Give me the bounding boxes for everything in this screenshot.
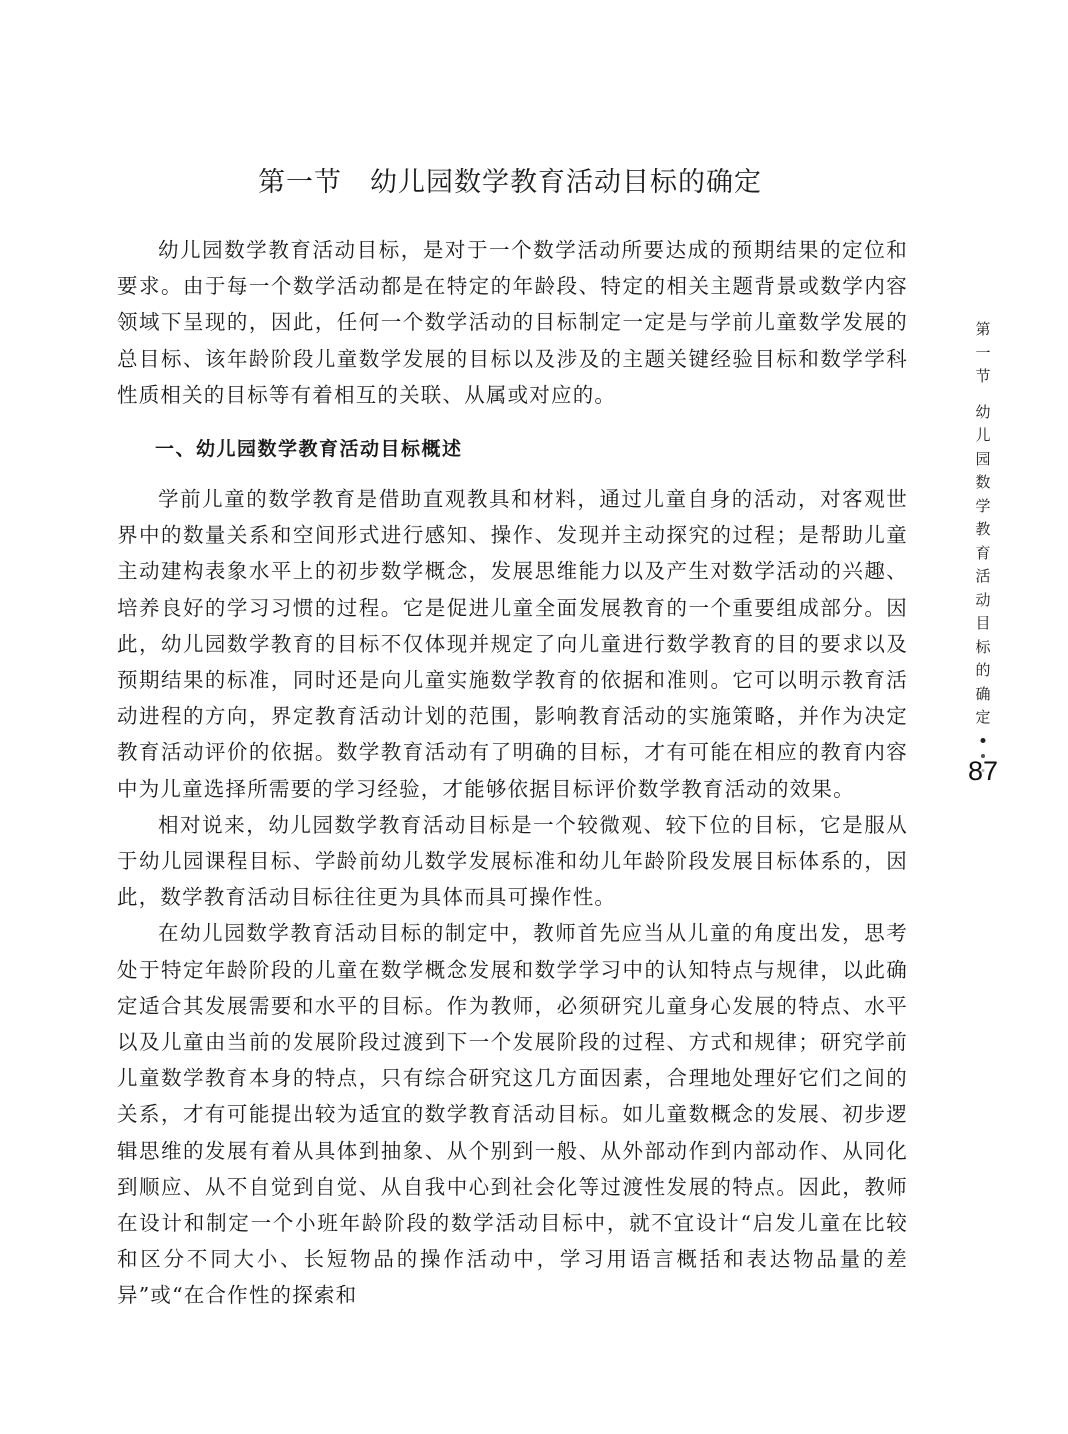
sidebar-char: 学: [975, 496, 991, 515]
running-header-sidebar: [966, 318, 1000, 778]
sidebar-char: 第: [975, 320, 991, 338]
body-paragraph-2: 相对说来，幼儿园数学教育活动目标是一个较微观、较下位的目标，它是服从于幼儿园课程目标、学龄前幼儿数学发展标准和幼儿年龄阶段发展目标体系的，因此，数学教育活动目标往往更为具体而具可操作性。: [117, 812, 908, 910]
sidebar-char: 幼: [975, 402, 991, 421]
sidebar-char: 园: [975, 449, 991, 468]
sidebar-char: 活: [975, 567, 991, 585]
sidebar-char: 动: [975, 590, 991, 609]
sidebar-char: 育: [975, 543, 991, 562]
intro-paragraph: 幼儿园数学教育活动目标，是对于一个数学活动所要达成的预期结果的定位和要求。由于每一个数学活动都是在特定的年龄段、特定的相关主题背景或数学内容领域下呈现的，因此，任何一个数学活动的目标制定一定是与学前儿童数学发展的总目标、该年龄阶段儿童数学发展的目标以及涉及的主题关键经验目标和数学学科性质相关的目标等有着相互的关联、从属或对应的。: [117, 238, 908, 407]
sidebar-char: 定: [975, 708, 991, 726]
body-paragraph-3: 在幼儿园数学教育活动目标的制定中，教师首先应当从儿童的角度出发，思考处于特定年龄阶段的儿童在数学概念发展和数学学习中的认知特点与规律，以此确定适合其发展需要和水平的目标。作为教师，必须研究儿童身心发展的特点、水平以及儿童由当前的发展阶段过渡到下一个发展阶段的过程、方式和规律；研究学前儿童数学教育本身的特点，只有综合研究这几方面因素，合理地处理好它们之间的关系，才有可能提出较为适宜的数学教育活动目标。如儿童数概念的发展、初步逻辑思维的发展有着从具体到抽象、从个别到一般、从外部动作到内部动作、从同化到顺应、从不自觉到自觉、从自我中心到社会化等过渡性发展的特点。因此，教师在设计和制定一个小班年龄阶段的数学活动目标中，就不宜设计“启发儿童在比较和区分不同大小、长短物品的操作活动中，学习用语言概括和表达物品量的差异”或“在合作性的探索和: [117, 921, 908, 1308]
sidebar-char: 节: [975, 367, 991, 385]
body-paragraph-1: 学前儿童的数学教育是借助直观教具和材料，通过儿童自身的活动，对客观世界中的数量关系和空间形式进行感知、操作、发现并主动探究的过程；是帮助儿童主动建构表象水平上的初步数学概念，发展思维能力以及产生对数学活动的兴趣、培养良好的学习习惯的过程。它是促进儿童全面发展教育的一个重要组成部分。因此，幼儿园数学教育的目标不仅体现并规定了向儿童进行数学教育的目的要求以及预期结果的标准，同时还是向儿童实施数学教育的依据和准则。它可以明示教育活动进程的方向，界定教育活动计划的范围，影响教育活动的实施策略，并作为决定教育活动评价的依据。数学教育活动有了明确的目标，才有可能在相应的教育内容中为儿童选择所需要的学习经验，才能够依据目标评价数学教育活动的效果。: [117, 487, 908, 801]
dot-icon: [981, 738, 986, 743]
sidebar-spacer: [966, 389, 1000, 401]
section-title: 第一节 幼儿园数学教育活动目标的确定: [258, 167, 762, 198]
sidebar-char: 确: [975, 684, 991, 703]
sidebar-chapter-title: [966, 318, 1000, 730]
sidebar-char: 标: [975, 637, 991, 656]
subsection-heading: 一、幼儿园数学教育活动目标概述: [155, 438, 463, 461]
sidebar-char: 的: [975, 661, 991, 679]
sidebar-char: 儿: [975, 426, 991, 444]
body-text: [117, 232, 908, 1314]
sidebar-char: 数: [975, 473, 991, 491]
page-number: 87: [967, 756, 999, 786]
sidebar-char: 教: [975, 520, 991, 538]
sidebar-char: 一: [975, 343, 991, 362]
sidebar-char: 目: [975, 614, 991, 632]
